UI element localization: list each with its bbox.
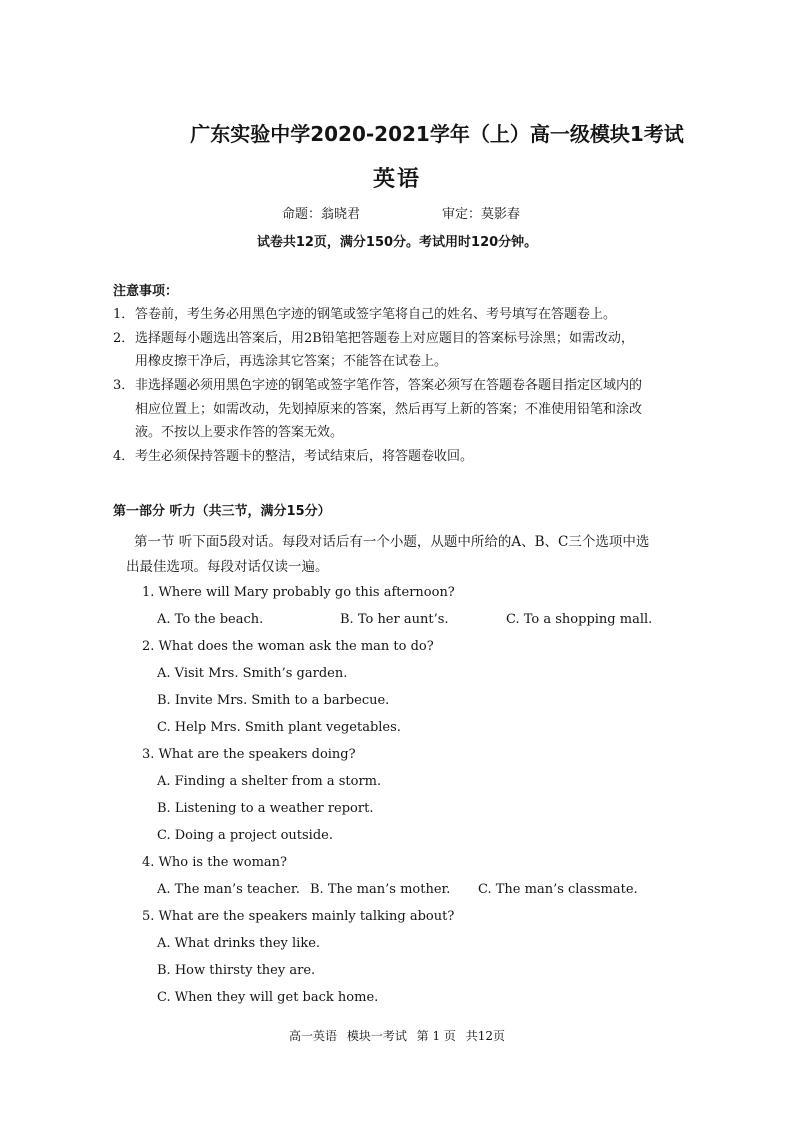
note-text: 用橡皮擦干净后，再选涂其它答案；不能答在试卷上。 — [135, 354, 448, 369]
option: A. To the beach. — [157, 612, 264, 627]
option: B. Listening to a weather report. — [157, 801, 374, 816]
option: B. The man’s mother. — [310, 882, 451, 897]
notes-heading: 注意事项： — [113, 284, 179, 299]
question-stem: 3. What are the speakers doing? — [142, 747, 356, 762]
note-number: 4． — [113, 449, 135, 464]
footer-page-number: 第 1 页 — [416, 1029, 456, 1043]
option: A. Finding a shelter from a storm. — [157, 774, 382, 789]
note-number: 1． — [113, 307, 135, 322]
part1-heading: 第一部分 听力（共三节，满分15分） — [113, 504, 331, 519]
author-label: 命题：翁晓君 — [282, 207, 361, 222]
footer-exam: 模块一考试 — [346, 1029, 407, 1043]
footer-course: 高一英语 — [288, 1029, 337, 1043]
footer-total-pages: 共12页 — [465, 1029, 506, 1043]
option: C. Doing a project outside. — [157, 828, 333, 843]
exam-info: 试卷共12页，满分150分。考试用时120分钟。 — [256, 235, 538, 250]
note-number: 2． — [113, 331, 135, 346]
section1-instruction: 第一节 听下面5段对话。每段对话后有一个小题，从题中所给的A、B、C三个选项中选 — [134, 534, 650, 550]
option: A. What drinks they like. — [157, 936, 321, 951]
note-number: 3． — [113, 378, 135, 393]
option: C. Help Mrs. Smith plant vegetables. — [157, 720, 401, 735]
question-stem: 1. Where will Mary probably go this afternoon? — [142, 585, 455, 600]
option: C. To a shopping mall. — [506, 612, 653, 627]
note-text: 考生必须保持答题卡的整洁，考试结束后，将答题卷收回。 — [135, 449, 474, 464]
question-stem: 4. Who is the woman? — [142, 855, 287, 870]
exam-title: 广东实验中学2020-2021学年（上）高一级模块1考试 — [190, 122, 684, 146]
note-text: 液。不按以上要求作答的答案无效。 — [135, 425, 344, 440]
section1-instruction-continued: 出最佳选项。每段对话仅读一遍。 — [126, 559, 329, 575]
option: A. Visit Mrs. Smith’s garden. — [157, 666, 348, 681]
option: B. Invite Mrs. Smith to a barbecue. — [157, 693, 390, 708]
reviewer-label: 审定：莫影春 — [442, 207, 521, 222]
note-text: 相应位置上；如需改动，先划掉原来的答案，然后再写上新的答案；不准使用铅笔和涂改 — [135, 402, 643, 417]
option: B. To her aunt’s. — [340, 612, 449, 627]
option: C. When they will get back home. — [157, 990, 379, 1005]
note-text: 答卷前，考生务必用黑色字迹的钢笔或签字笔将自己的姓名、考号填写在答题卷上。 — [135, 307, 617, 322]
question-stem: 2. What does the woman ask the man to do? — [142, 639, 434, 654]
note-text: 选择题每小题选出答案后，用2B铅笔把答题卷上对应题目的答案标号涂黑；如需改动， — [135, 331, 634, 346]
option: C. The man’s classmate. — [478, 882, 638, 897]
option: A. The man’s teacher. — [157, 882, 300, 897]
page-footer — [0, 1027, 794, 1044]
question-stem: 5. What are the speakers mainly talking about? — [142, 909, 455, 924]
subject-title: 英语 — [372, 167, 421, 192]
note-text: 非选择题必须用黑色字迹的钢笔或签字笔作答，答案必须写在答题卷各题目指定区域内的 — [135, 378, 643, 393]
authors-line — [282, 203, 521, 222]
option: B. How thirsty they are. — [157, 963, 316, 978]
